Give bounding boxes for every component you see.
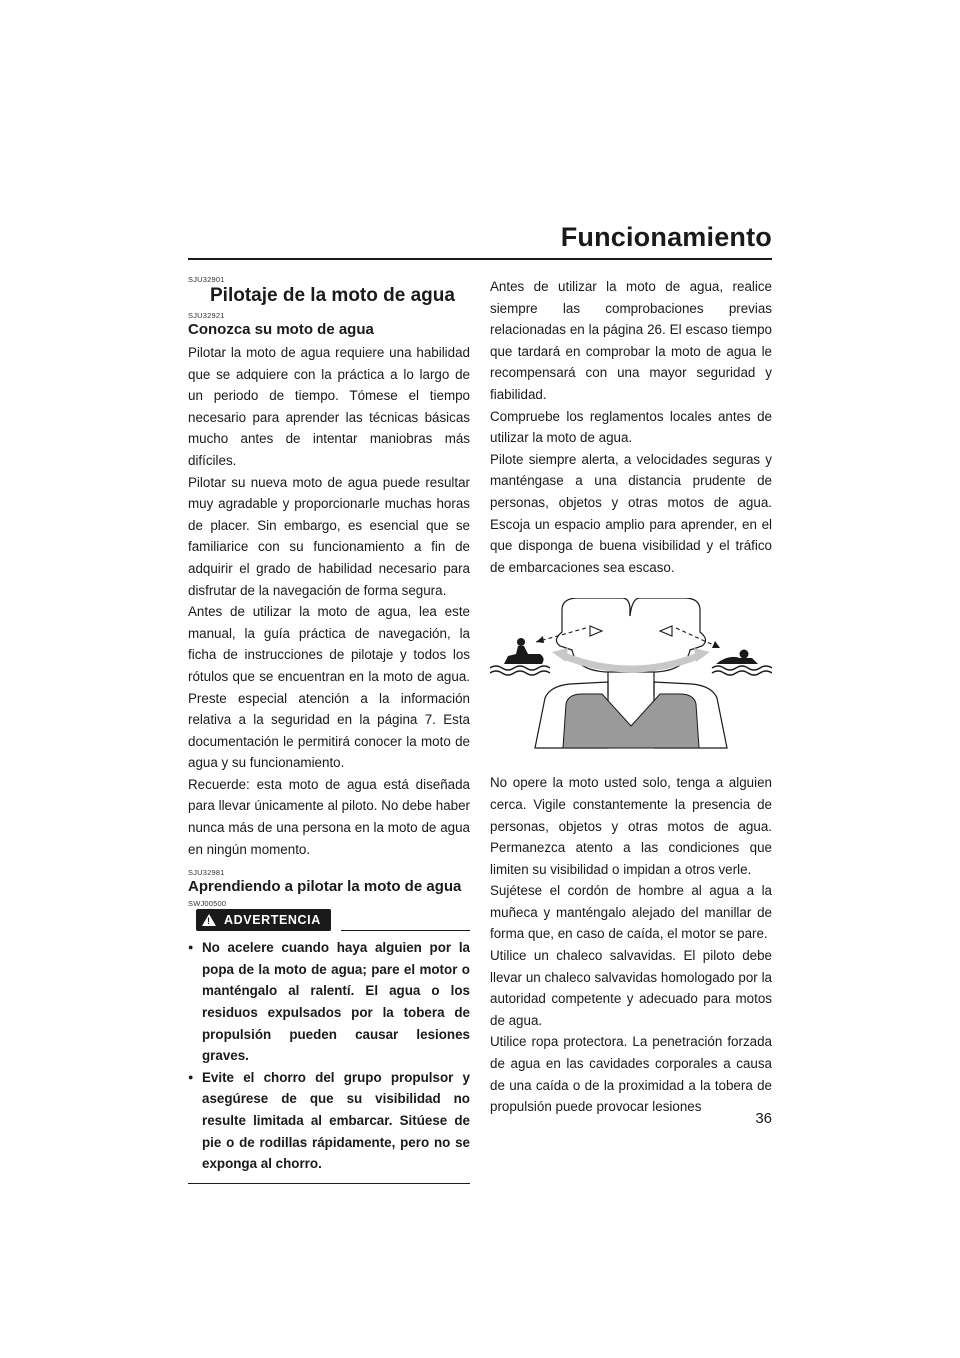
paragraph: No opere la moto usted solo, tenga a alguien cerca. Vigile constantemente la presencia de personas, objetos y otras motos de agua. Permanezca atento a las condiciones que limiten su visibilidad o impidan a otros verle. bbox=[490, 775, 772, 877]
watercraft-icon bbox=[490, 638, 550, 675]
paragraph: Compruebe los reglamentos locales antes de utilizar la moto de agua. bbox=[490, 408, 772, 446]
warning-code: SWJ00500 bbox=[188, 899, 227, 909]
arrow-head bbox=[712, 641, 720, 648]
warning-rule-bottom bbox=[188, 1183, 470, 1184]
paragraph: Recuerde: esta moto de agua está diseñada para llevar únicamente al piloto. No debe haber nunca más de una persona en la moto de agua en ningún momento. bbox=[188, 776, 470, 857]
subsection-code: SJU32981 bbox=[188, 868, 225, 878]
paragraph: Antes de utilizar la moto de agua, realice siempre las comprobaciones previas relacionadas en la página 26. El escaso tiempo que tardará en comprobar la moto de agua le recompensará con una mayor seguridad y fiabilidad. bbox=[490, 279, 772, 402]
paragraph: Pilote siempre alerta, a velocidades seguras y manténgase a una distancia prudente de personas, objetos y otras motos de agua. Escoja un espacio amplio para aprender, en el que disponga de buena visibilidad y el tráfico de embarcaciones sea escaso. bbox=[490, 451, 772, 575]
warning-item: ● No acelere cuando haya alguien por la popa de la moto de agua; pare el motor o manténgalo al ralentí. El agua o los residuos expulsados por la tobera de propulsión pueden causar lesiones graves. bbox=[188, 937, 470, 1067]
warning-rule-top bbox=[341, 930, 470, 931]
life-vest bbox=[563, 694, 699, 748]
warning-item: ● Evite el chorro del grupo propulsor y asegúrese de que su visibilidad no resulte limitada al embarcar. Sitúese de pie o de rodillas rápidamente, pero no se exponga al chorro. bbox=[188, 1067, 470, 1175]
subsection-code: SJU32921 bbox=[188, 311, 225, 320]
left-column bbox=[188, 273, 470, 1184]
arrow-head bbox=[552, 648, 568, 662]
warning-badge bbox=[196, 909, 331, 931]
header-rule bbox=[188, 258, 772, 260]
subsection-title: Conozca su moto de agua bbox=[188, 321, 374, 338]
page-number: 36 bbox=[755, 1110, 772, 1127]
arrow-head bbox=[694, 648, 710, 662]
subsection-title: Aprendiendo a pilotar la moto de agua bbox=[188, 878, 462, 896]
section-title: Pilotaje de la moto de agua bbox=[210, 285, 455, 306]
warning-list bbox=[188, 937, 470, 1175]
warning-triangle-icon: ! bbox=[202, 914, 216, 926]
paragraph: Utilice ropa protectora. La penetración forzada de agua en las cavidades corporales a causa de una caída o de la proximidad a la tobera de propulsión puede provocar lesiones bbox=[490, 1034, 772, 1115]
warning-box bbox=[188, 909, 470, 1184]
rider-visibility-figure bbox=[490, 598, 772, 750]
paragraph: Sujétese el cordón de hombre al agua a la muñeca y manténgalo alejado del manillar de forma que, en caso de caída, el motor se pare. bbox=[490, 883, 772, 942]
section-code: SJU32901 bbox=[188, 275, 225, 284]
page-header-title: Funcionamiento bbox=[560, 222, 772, 252]
paragraph: Pilotar su nueva moto de agua puede resultar muy agradable y proporcionarle muchas horas de placer. Sin embargo, es esencial que se familiarice con su funcionamiento a fin de adquirir el grado de habilidad necesario para disfrutar de la navegación de forma segura. bbox=[188, 474, 470, 598]
swimmer-icon bbox=[712, 650, 772, 676]
warning-label: ADVERTENCIA bbox=[224, 913, 321, 928]
right-column bbox=[490, 276, 772, 1118]
rider-illustration bbox=[490, 598, 772, 750]
paragraph: Pilotar la moto de agua requiere una habilidad que se adquiere con la práctica a lo largo de un periodo de tiempo. Tómese el tiempo necesario para aprender las técnicas básicas mucho antes de intentar maniobras más difíciles. bbox=[188, 345, 470, 468]
arrow-head bbox=[536, 636, 544, 643]
paragraph: Utilice un chaleco salvavidas. El piloto debe llevar un chaleco salvavidas homologado por la autoridad competente y adecuado para motos de agua. bbox=[490, 948, 772, 1028]
paragraph: Antes de utilizar la moto de agua, lea este manual, la guía práctica de navegación, la ficha de instrucciones de pilotaje y todos los rótulos que se encuentran en la moto de agua. Preste especial atención a la información relativa a la seguridad en la página 7. Esta documentación le permitirá conocer la moto de agua y su funcionamiento. bbox=[188, 604, 470, 771]
